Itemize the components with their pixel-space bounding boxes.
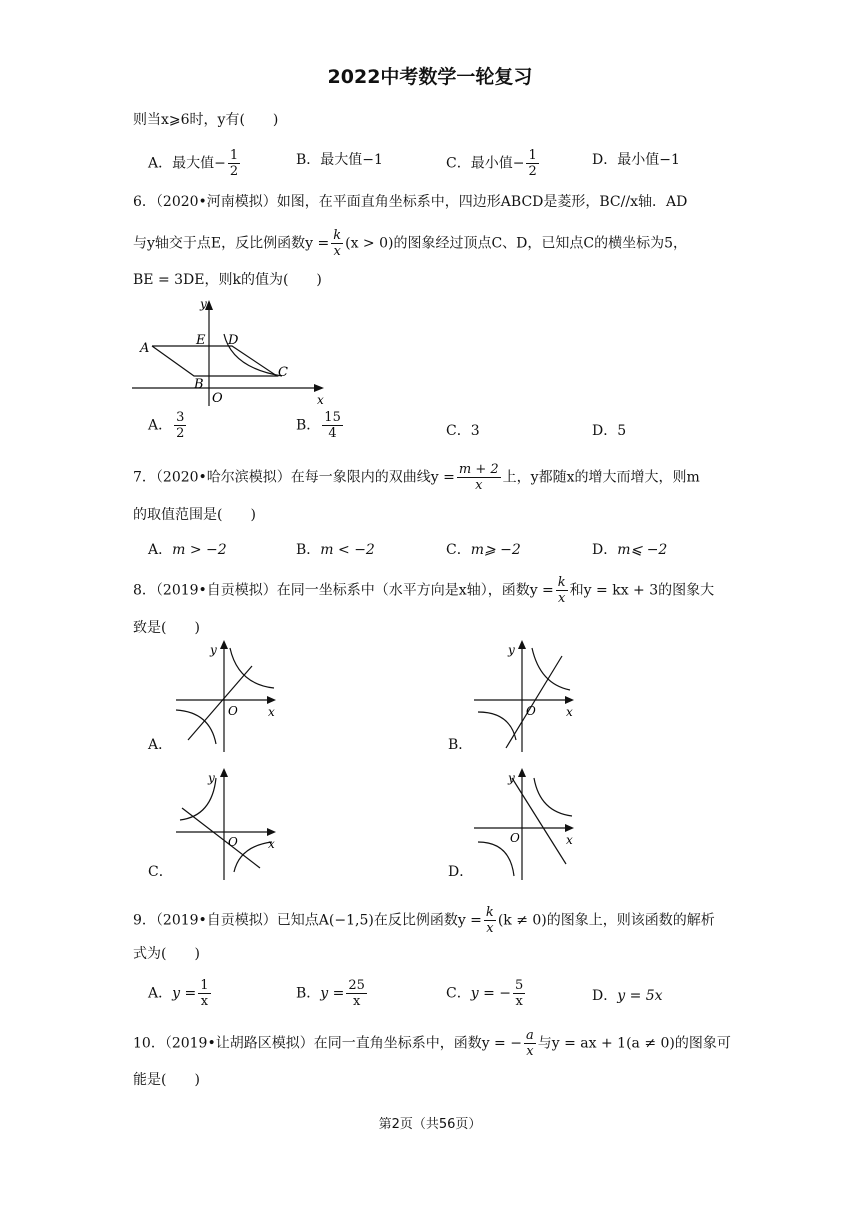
svg-text:y: y xyxy=(208,771,215,785)
q8-option-a: A． xyxy=(148,737,173,753)
q8-option-d: D． xyxy=(448,864,474,880)
q8-stem-line1: 8．（2019•自贡模拟）在同一坐标系中（水平方向是x轴），函数y = $\frac{k}{x}$ 和y = kx + 3的图象大 xyxy=(133,575,715,606)
q7-option-c: C．m⩾ −2 xyxy=(446,542,521,558)
q8-graph-a xyxy=(172,640,282,755)
q6-stem-line2: 与y轴交于点E，反比例函数y = $\frac{k}{x}$ (x > 0)的图象经过顶点C、D，已知点C的横坐标为5， xyxy=(133,228,688,259)
svg-text:O: O xyxy=(510,831,520,845)
q9-stem-line2: 式为( ) xyxy=(133,946,200,962)
q6-label-x: x xyxy=(317,393,324,407)
q9-stem-line1: 9．（2019•自贡模拟）已知点A(−1,5)在反比例函数y = $\frac{k}{x}$ (k ≠ 0)的图象上，则该函数的解析 xyxy=(133,905,715,936)
q5-option-c: C．最小值− $\frac{1}{2}$ xyxy=(446,148,537,179)
q8-option-c: C． xyxy=(148,864,173,880)
q7-stem-line2: 的取值范围是( ) xyxy=(133,507,256,523)
svg-text:O: O xyxy=(228,835,238,849)
q8-graph-c xyxy=(172,768,282,883)
svg-text:y: y xyxy=(508,771,515,785)
q5-stem-tail: 则当x⩾6时，y有( ) xyxy=(133,112,279,128)
svg-text:x: x xyxy=(268,705,275,719)
q9-option-c: C．y = − $\frac{5}{x}$ xyxy=(446,978,524,1009)
q10-stem-line1: 10．（2019•让胡路区模拟）在同一直角坐标系中，函数y = − $\frac{a}{x}$ 与y = ax + 1(a ≠ 0)的图象可 xyxy=(133,1028,731,1059)
q9-option-b: B．y = $\frac{25}{x}$ xyxy=(296,978,365,1009)
q6-label-e: E xyxy=(196,333,206,348)
svg-text:y: y xyxy=(210,643,217,657)
q6-stem-line3: BE = 3DE，则k的值为( ) xyxy=(133,272,322,288)
q6-label-a: A xyxy=(140,341,150,356)
q8-stem-line2: 致是( ) xyxy=(133,620,200,636)
svg-text:y: y xyxy=(508,643,515,657)
q5-option-a: A．最大值− $\frac{1}{2}$ xyxy=(148,148,239,179)
q7-option-b: B．m < −2 xyxy=(296,542,375,558)
svg-text:O: O xyxy=(526,704,536,718)
q7-option-d: D．m⩽ −2 xyxy=(592,542,668,558)
q7-option-a: A．m > −2 xyxy=(148,542,227,558)
q8-graph-d xyxy=(470,768,580,883)
q6-label-b: B xyxy=(194,377,204,392)
q6-stem-line1: 6．（2020•河南模拟）如图，在平面直角坐标系中，四边形ABCD是菱形，BC//x轴．AD xyxy=(133,194,688,210)
q8-graph-b xyxy=(470,640,580,755)
page-title: 2022中考数学一轮复习 xyxy=(327,66,533,88)
q5-option-d: D．最小值−1 xyxy=(592,152,680,168)
page-footer: 第2页（共56页） xyxy=(378,1117,482,1132)
svg-text:x: x xyxy=(268,837,275,851)
q8-option-b: B． xyxy=(448,737,473,753)
q6-option-c: C．3 xyxy=(446,423,480,439)
q5-option-b: B．最大值−1 xyxy=(296,152,383,168)
q6-label-d: D xyxy=(228,333,239,348)
q9-option-a: A．y = $\frac{1}{x}$ xyxy=(148,978,209,1009)
q10-stem-line2: 能是( ) xyxy=(133,1072,200,1088)
q6-option-b: B． $\frac{15}{4}$ xyxy=(296,410,341,441)
q6-label-y: y xyxy=(200,298,207,311)
q7-stem-line1: 7．（2020•哈尔滨模拟）在每一象限内的双曲线y = $\frac{m + 2}{x}$ 上，y都随x的增大而增大，则m xyxy=(133,462,700,493)
q6-figure xyxy=(132,298,332,408)
q9-option-d: D．y = 5x xyxy=(592,988,663,1004)
svg-text:x: x xyxy=(566,833,573,847)
q6-option-a: A． $\frac{3}{2}$ xyxy=(148,410,185,441)
svg-text:O: O xyxy=(228,704,238,718)
q6-label-o: O xyxy=(212,391,223,406)
q6-option-d: D．5 xyxy=(592,423,627,439)
svg-text:x: x xyxy=(566,705,573,719)
q6-label-c: C xyxy=(278,365,288,380)
